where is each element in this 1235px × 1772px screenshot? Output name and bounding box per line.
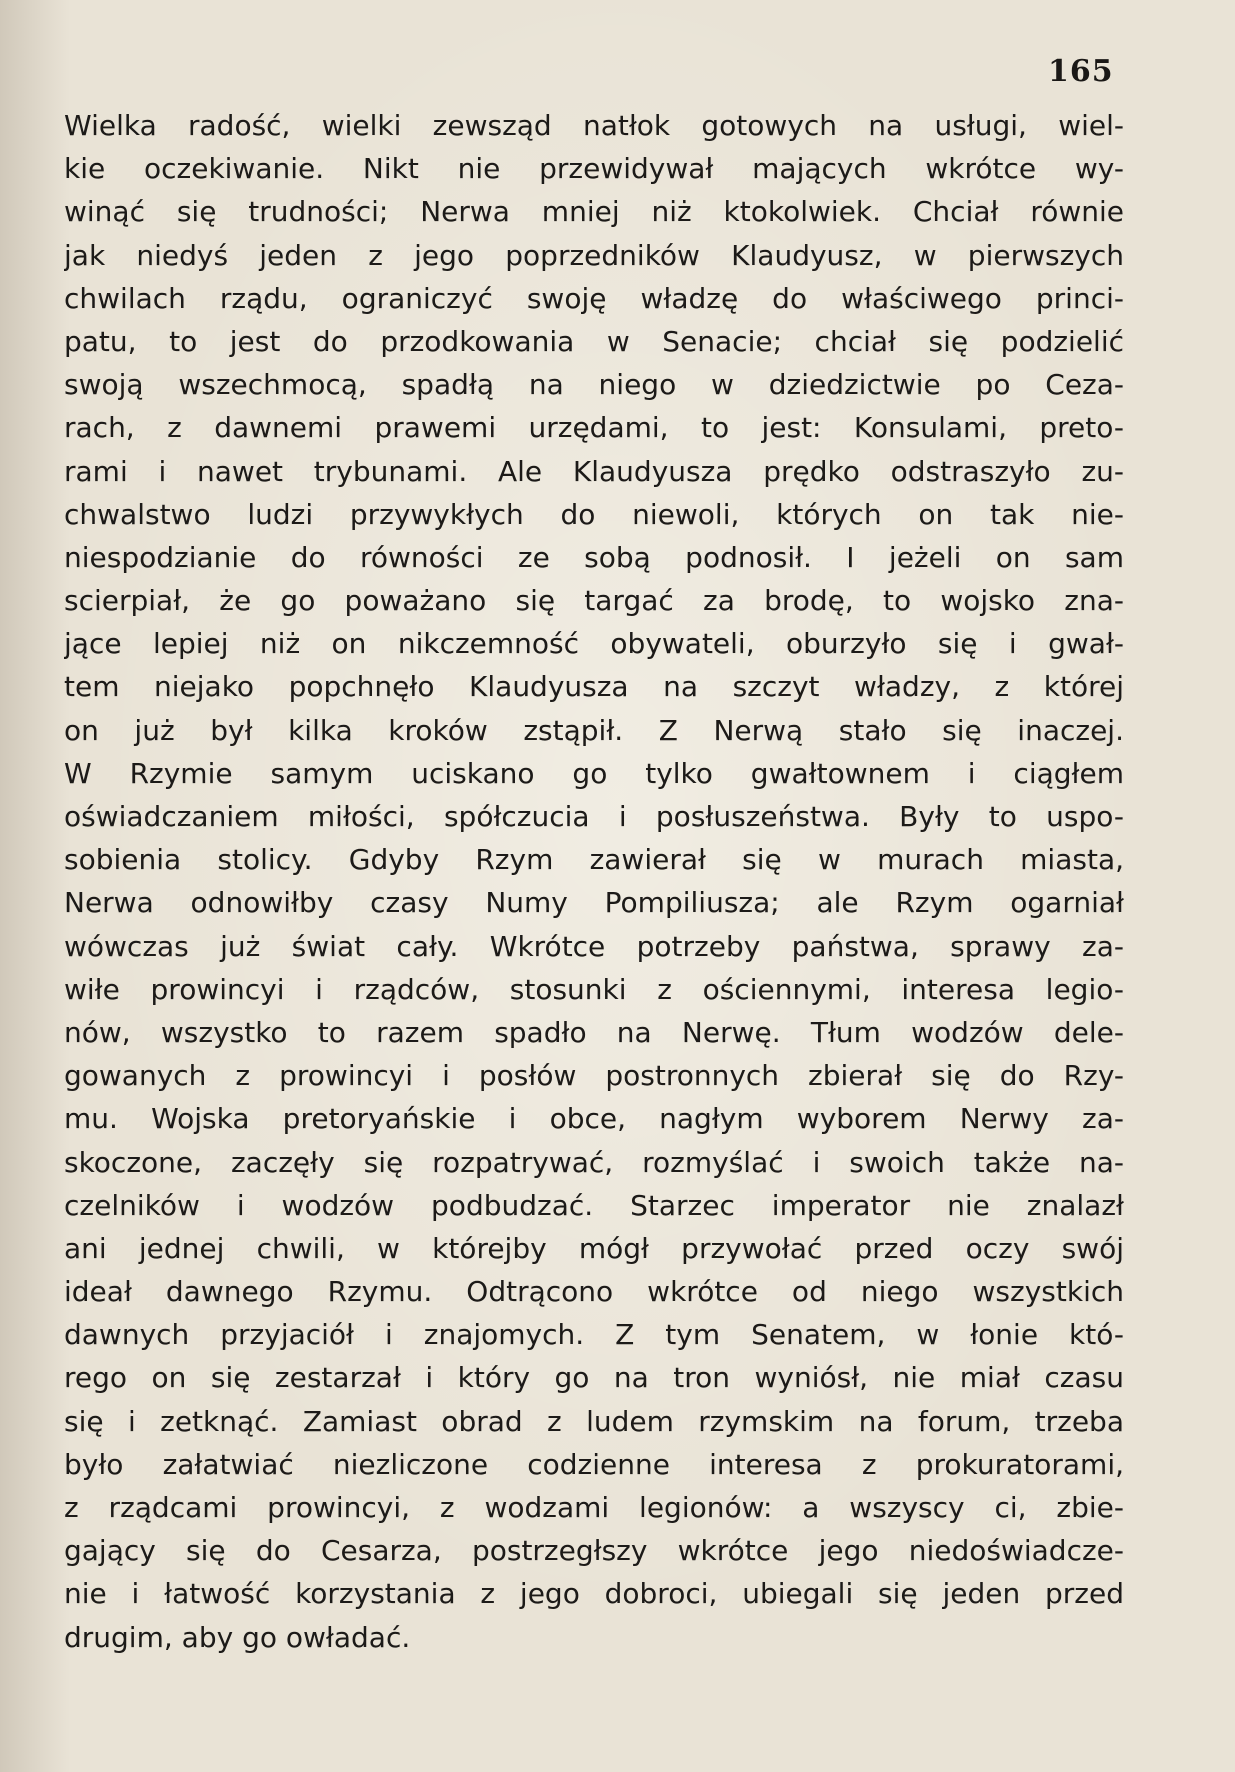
text-line: Wielka radość, wielki zewsząd natłok gotowych na usługi, wiel- (64, 109, 1124, 142)
text-line: nie i łatwość korzystania z jego dobroci, ubiegali się jeden przed (64, 1577, 1124, 1611)
text-line: tem niejako popchnęło Klaudyusza na szczyt władzy, z której (64, 670, 1124, 704)
text-line: ani jednej chwili, w którejby mógł przywołać przed oczy swój (64, 1231, 1124, 1265)
text-line: drugim, aby go owładać. (64, 1620, 411, 1654)
text-line: gający się do Cesarza, postrzegłszy wkrótce jego niedoświadcze- (64, 1534, 1124, 1568)
text-line: jące lepiej niż on nikczemność obywateli, oburzyło się i gwał- (64, 627, 1124, 661)
text-line: Nerwa odnowiłby czasy Numy Pompiliusza; ale Rzym ogarniał (64, 886, 1124, 920)
text-line: rego on się zestarzał i który go na tron wyniósł, nie miał czasu (64, 1361, 1124, 1395)
text-line: on już był kilka kroków zstąpił. Z Nerwą stało się inaczej. (64, 713, 1124, 747)
text-line: wiłe prowincyi i rządców, stosunki z ościennymi, interesa legio- (64, 972, 1124, 1006)
text-line: scierpiał, że go poważano się targać za brodę, to wojsko zna- (64, 584, 1124, 618)
text-line: z rządcami prowincyi, z wodzami legionów: a wszyscy ci, zbie- (64, 1491, 1124, 1524)
page-number: 165 (1048, 54, 1114, 89)
text-line: patu, to jest do przodkowania w Senacie; chciał się podzielić (64, 324, 1124, 358)
text-line: skoczone, zaczęły się rozpatrywać, rozmyślać i swoich także na- (64, 1145, 1124, 1179)
text-line: swoją wszechmocą, spadłą na niego w dziedzictwie po Ceza- (64, 368, 1124, 402)
text-line: W Rzymie samym uciskano go tylko gwałtownem i ciągłem (64, 756, 1124, 790)
text-line: mu. Wojska pretoryańskie i obce, nagłym wyborem Nerwy za- (64, 1102, 1124, 1136)
text-line: kie oczekiwanie. Nikt nie przewidywał mających wkrótce wy- (64, 152, 1124, 186)
text-line: się i zetknąć. Zamiast obrad z ludem rzymskim na forum, trzeba (64, 1404, 1124, 1438)
text-line: jak niedyś jeden z jego poprzedników Klaudyusz, w pierwszych (64, 238, 1124, 272)
body-text (64, 104, 1124, 1659)
text-line: wówczas już świat cały. Wkrótce potrzeby państwa, sprawy za- (64, 929, 1124, 963)
text-line: rach, z dawnemi prawemi urzędami, to jest: Konsulami, preto- (64, 411, 1124, 445)
text-line: dawnych przyjaciół i znajomych. Z tym Senatem, w łonie któ- (64, 1318, 1124, 1352)
text-line: oświadczaniem miłości, spółczucia i posłuszeństwa. Były to uspo- (64, 800, 1124, 833)
text-line: niespodzianie do równości ze sobą podnosił. I jeżeli on sam (64, 540, 1124, 574)
text-line: było załatwiać niezliczone codzienne interesa z prokuratorami, (64, 1447, 1124, 1481)
text-line: ideał dawnego Rzymu. Odtrącono wkrótce od niego wszystkich (64, 1275, 1124, 1309)
text-line: nów, wszystko to razem spadło na Nerwę. Tłum wodzów dele- (64, 1015, 1124, 1049)
text-line: czelników i wodzów podbudzać. Starzec imperator nie znalazł (64, 1188, 1124, 1222)
text-line: sobienia stolicy. Gdyby Rzym zawierał się w murach miasta, (64, 843, 1124, 877)
text-line: winąć się trudności; Nerwa mniej niż ktokolwiek. Chciał równie (64, 195, 1124, 229)
text-line: chwalstwo ludzi przywykłych do niewoli, których on tak nie- (64, 497, 1124, 531)
text-line: gowanych z prowincyi i posłów postronnych zbierał się do Rzy- (64, 1059, 1124, 1093)
text-line: rami i nawet trybunami. Ale Klaudyusza prędko odstraszyło zu- (64, 454, 1124, 488)
text-line: chwilach rządu, ograniczyć swoję władzę do właściwego princi- (64, 281, 1124, 315)
